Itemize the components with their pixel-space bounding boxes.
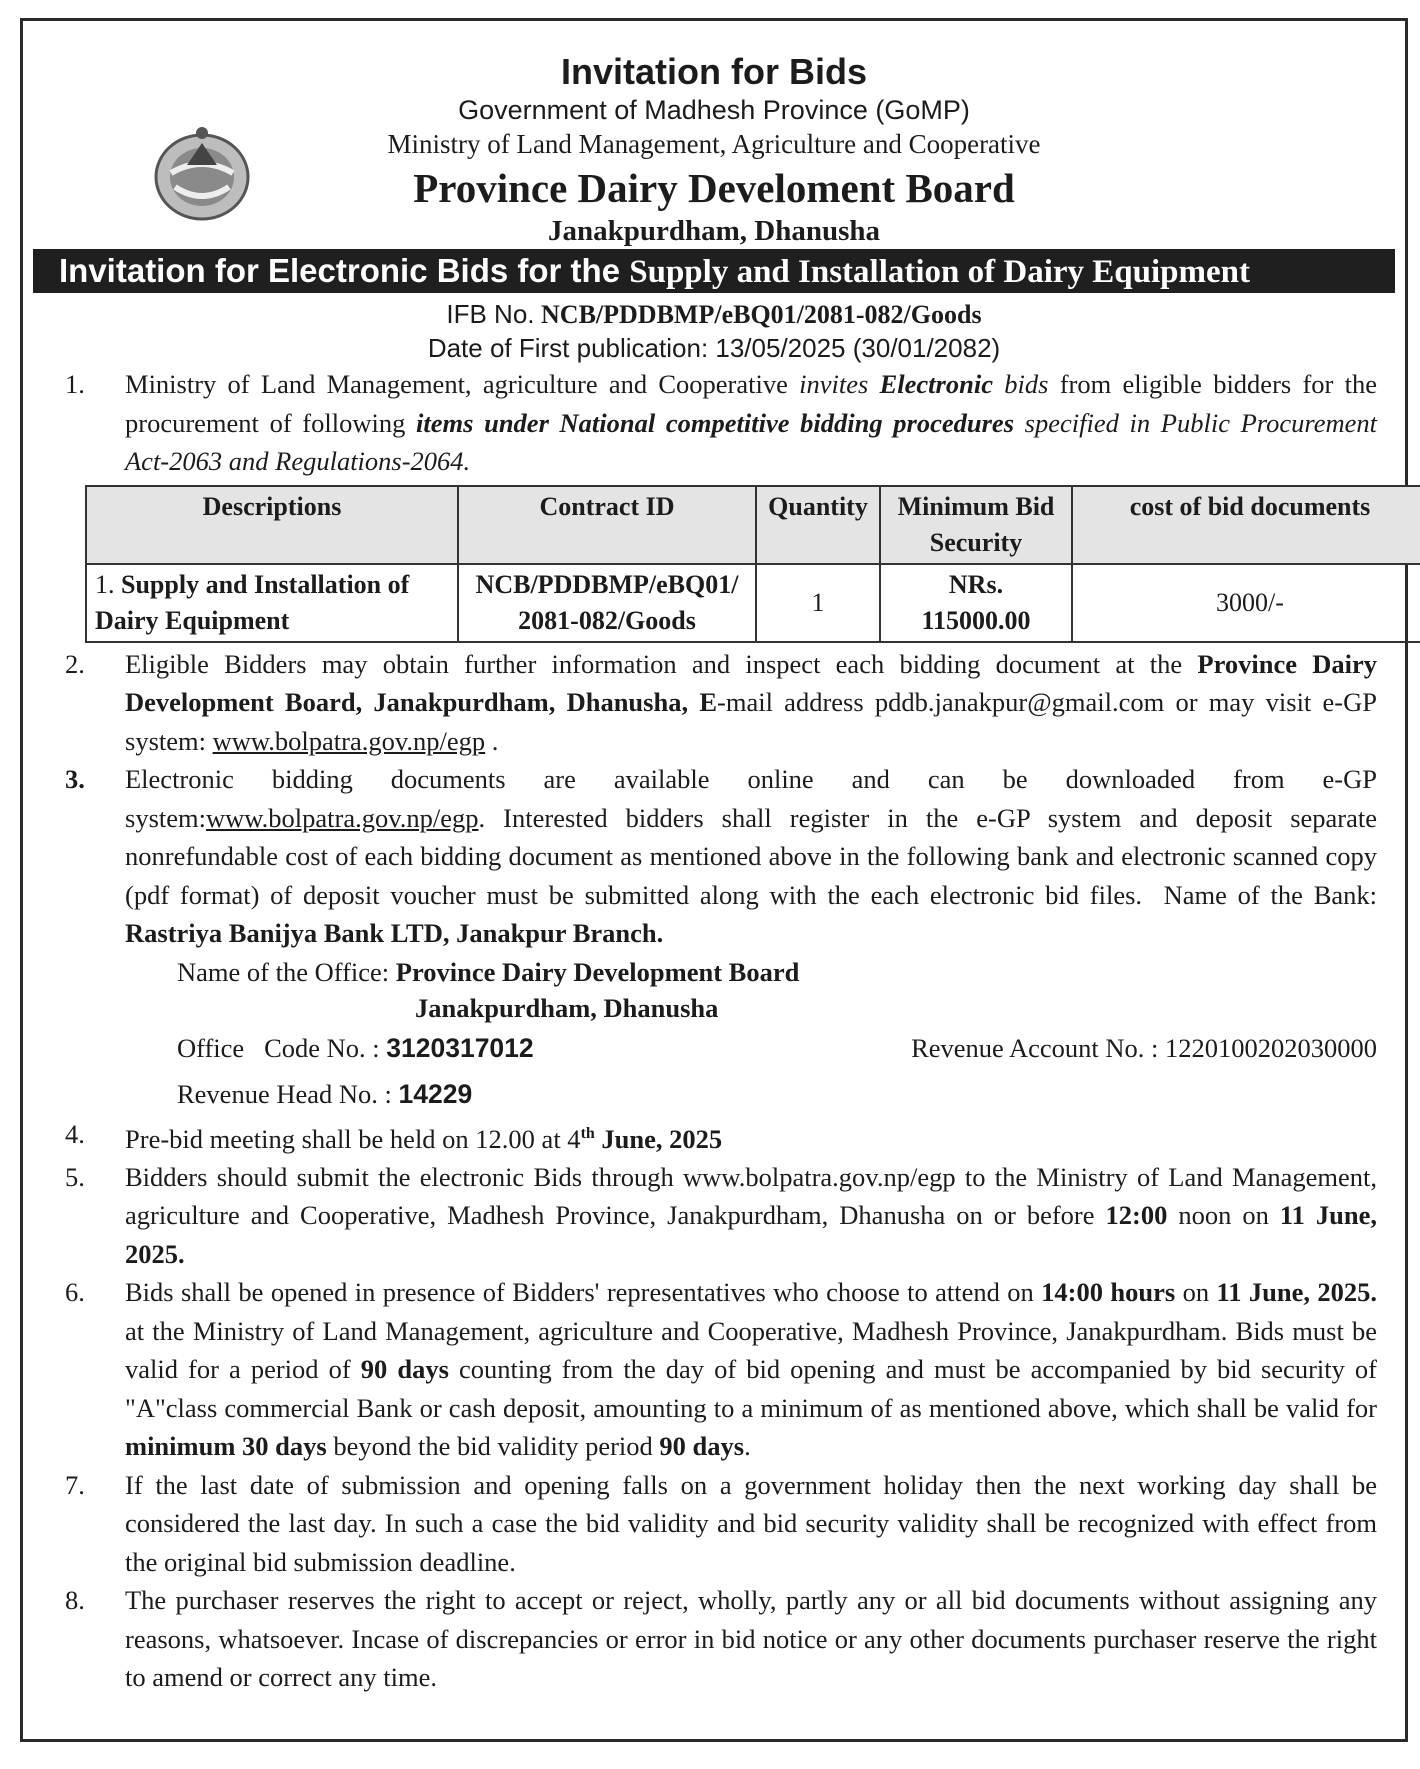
text: Province Dairy Development Board, Janakpurdham, Dhanusha, E — [125, 648, 1378, 717]
bid-items-table — [85, 485, 1420, 643]
text: 90 days — [360, 1354, 449, 1385]
paragraph-3 — [37, 760, 1391, 953]
ifb-number — [37, 297, 1391, 332]
cell-bid-security — [880, 564, 1072, 642]
text: Pre-bid meeting shall be held on 12.00 at 4 — [125, 1123, 581, 1154]
paragraph-8 — [37, 1581, 1391, 1697]
text: specified in Public Procurement Act-2063 and Regulations-2064. — [125, 407, 1377, 476]
cell-quantity: 1 — [756, 564, 880, 642]
banner-part1: Invitation for Electronic Bids for the — [59, 252, 621, 289]
office-code-label: Office Code No. : — [177, 1032, 380, 1063]
office-city: Janakpurdham, Dhanusha — [415, 992, 719, 1023]
text: If the last date of submission and opening falls on a government holiday then the next working day shall be considered the last day. In such a case the bid validity and bid security validity shall be recognized with effect from the original bid submission deadline. — [125, 1469, 1377, 1577]
column-header: Contract ID — [458, 486, 756, 564]
office-code: 3120317012 — [386, 1032, 534, 1063]
ifb-value: NCB/PDDBMP/eBQ01/2081-082/Goods — [541, 300, 982, 329]
text: from eligible bidders for the procurement of following — [125, 369, 1378, 438]
item-description: Supply and Installation of Dairy Equipment — [95, 569, 410, 635]
ifb-label: IFB No. — [446, 299, 535, 329]
text: . Interested bidders shall register in the e-GP system and deposit separate nonrefundable cost of each bidding document as mentioned above in the following bank and electronic scanned copy (pdf format) of deposit voucher must be submitted along with the each electronic bid files. — [125, 802, 1377, 910]
text: -mail address pddb.janakpur@gmail.com or may visit e-GP system: — [125, 687, 1377, 756]
column-header: cost of bid documents — [1072, 486, 1420, 564]
paragraph-number: 5. — [65, 1161, 85, 1192]
text: bids — [1004, 369, 1049, 399]
text: 14:00 hours — [1041, 1277, 1176, 1308]
text: Electronic — [879, 369, 993, 399]
text: beyond the bid validity period — [333, 1431, 653, 1462]
text: 90 days — [659, 1431, 745, 1462]
cell-contract-id — [458, 564, 756, 642]
paragraph-number: 6. — [65, 1277, 85, 1308]
text: . — [744, 1431, 751, 1462]
paragraph-6 — [37, 1273, 1391, 1466]
paragraph-2 — [37, 645, 1391, 761]
egp-link[interactable]: www.bolpatra.gov.np/egp — [212, 725, 486, 756]
text: Bids shall be opened in presence of Bidders' representatives who choose to attend on — [125, 1277, 1034, 1308]
table-header-row — [86, 486, 1420, 564]
paragraph-number: 4. — [65, 1118, 85, 1149]
banner-part2: Supply and Installation of Dairy Equipment — [629, 254, 1250, 290]
invitation-banner — [33, 249, 1395, 293]
notice-content — [37, 33, 1391, 1727]
text: at the Ministry of Land Management, agriculture and Cooperative, Madhesh Province, Janakpurdham. Bids must be valid for a period of — [125, 1315, 1377, 1385]
paragraph-number: 2. — [65, 648, 85, 679]
text: . — [491, 725, 499, 756]
office-label: Name of the Office: — [177, 956, 390, 987]
publication-date: Date of First publication: 13/05/2025 (30/01/2082) — [427, 333, 1001, 363]
contract-id-part: NCB/PDDBMP/eBQ01/ — [475, 569, 739, 599]
paragraph-number: 3. — [65, 764, 85, 794]
text: Bidders should submit the electronic Bids through www.bolpatra.gov.np/egp to the Ministry of Land Management, agriculture and Cooperative, Madhesh Province, Janakpurdham, Dhanusha on or before — [125, 1161, 1377, 1231]
office-name: Province Dairy Development Board — [395, 956, 800, 987]
paragraph-4 — [37, 1115, 1391, 1158]
text: Eligible Bidders may obtain further information and inspect each bidding document at the — [125, 648, 1183, 679]
cell-doc-cost: 3000/- — [1072, 564, 1420, 642]
text: on — [1182, 1277, 1210, 1308]
text: 11 June, 2025. — [125, 1200, 1378, 1269]
notice-title: Invitation for Bids — [561, 51, 867, 92]
text: 12:00 — [1105, 1200, 1168, 1231]
table-row — [86, 564, 1420, 642]
cell-description — [86, 564, 458, 642]
office-city-line — [37, 989, 1391, 1027]
column-header: Quantity — [756, 486, 880, 564]
revenue-head-label: Revenue Head No. : — [177, 1078, 392, 1109]
notice-frame — [20, 18, 1408, 1742]
bank-label: Name of the Bank: — [1163, 879, 1377, 910]
paragraph-number: 8. — [65, 1585, 85, 1616]
text: counting from the day of bid opening and must be accompanied by bid security of "A"class commercial Bank or cash deposit, amounting to a minimum of as mentioned above, which shall be valid for — [125, 1354, 1378, 1423]
bank-name: Rastriya Banijya Bank LTD, Janakpur Branch. — [125, 918, 664, 948]
board-location: Janakpurdham, Dhanusha — [547, 215, 881, 247]
text: June, 2025 — [601, 1123, 723, 1154]
revenue-head-number: 14229 — [398, 1078, 473, 1109]
text: Ministry of Land Management, agriculture and Cooperative — [125, 369, 788, 399]
government-name: Government of Madhesh Province (GoMP) — [458, 95, 970, 125]
text: noon on — [1178, 1200, 1269, 1231]
text: minimum 30 days — [125, 1431, 327, 1462]
revenue-head-line — [37, 1075, 1391, 1113]
security-amount: 115000.00 — [921, 605, 1031, 635]
text: Electronic bidding documents are available online and can be downloaded from e-GP system: — [125, 764, 1377, 833]
column-header: Minimum Bid Security — [880, 486, 1072, 564]
paragraph-number: 7. — [65, 1469, 85, 1500]
office-name-line — [37, 953, 1391, 991]
text: th — [580, 1124, 595, 1142]
text: items under National competitive bidding procedures — [416, 407, 1015, 438]
paragraph-5 — [37, 1158, 1391, 1274]
egp-link[interactable]: www.bolpatra.gov.np/egp — [205, 802, 479, 833]
column-header: Descriptions — [86, 486, 458, 564]
revenue-account — [911, 1029, 1377, 1067]
paragraph-1 — [37, 365, 1391, 481]
ministry-name: Ministry of Land Management, Agriculture and Cooperative — [387, 129, 1041, 159]
paragraph-7 — [37, 1466, 1391, 1582]
text: The purchaser reserves the right to accept or reject, wholly, partly any or all bid documents without assigning any reasons, whatsoever. Incase of discrepancies or error in bid notice or any other documents purchaser reserve the right to amend or correct any time. — [125, 1585, 1377, 1693]
revenue-account-label: Revenue Account No. : — [911, 1032, 1159, 1063]
text: invites — [799, 369, 869, 399]
contract-id-part: 2081-082/Goods — [518, 605, 696, 635]
text: 11 June, 2025. — [1216, 1277, 1378, 1308]
nepal-emblem-icon — [149, 125, 255, 223]
board-name: Province Dairy Develoment Board — [413, 165, 1015, 211]
office-code-line — [37, 1029, 1391, 1067]
item-number: 1. — [95, 569, 115, 599]
paragraph-number: 1. — [65, 369, 85, 399]
security-currency: NRs. — [948, 569, 1004, 599]
revenue-account-number: 1220100202030000 — [1165, 1032, 1377, 1063]
